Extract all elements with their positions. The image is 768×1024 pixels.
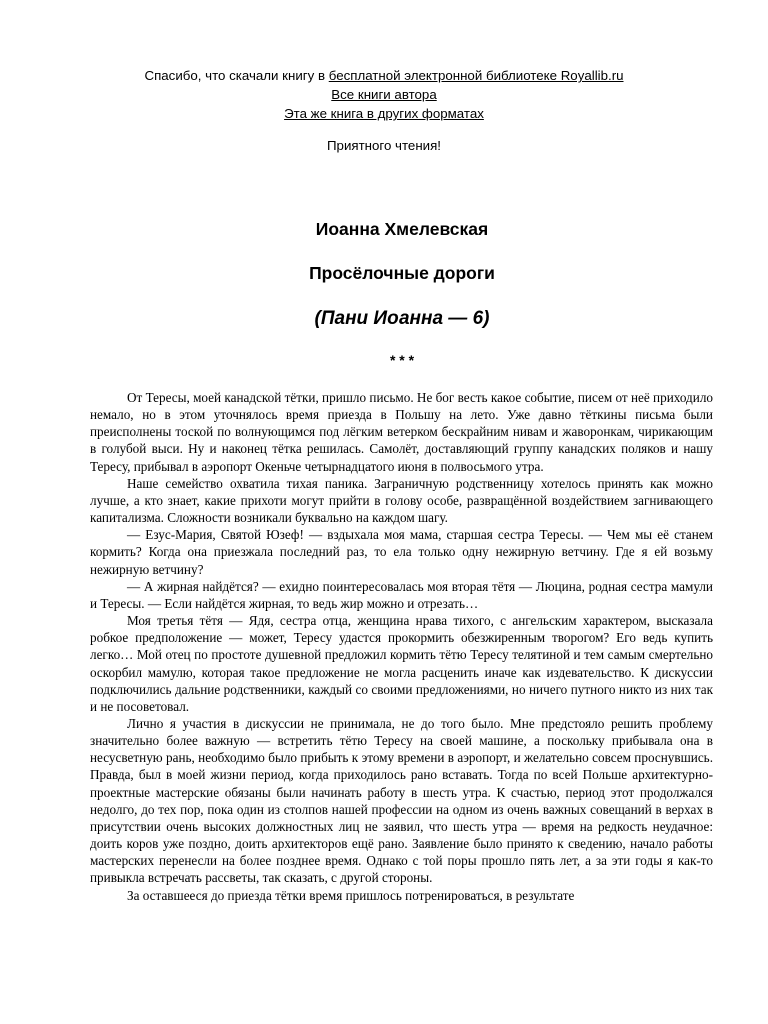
thanks-line xyxy=(0,66,768,85)
book-author: Иоанна Хмелевская xyxy=(315,219,489,239)
section-separator: * * * xyxy=(389,352,415,368)
library-link[interactable]: бесплатной электронной библиотеке Royallib.ru xyxy=(328,68,624,83)
thanks-text: Спасибо, что скачали книгу в xyxy=(144,68,329,83)
paragraph: — А жирная найдётся? — ехидно поинтересовалась моя вторая тётя — Люцина, родная сестра мамули и Тересы. — Если найдётся жирная, то ведь жир можно и отрезать… xyxy=(90,578,713,611)
chapter-text xyxy=(90,389,713,904)
paragraph: Лично я участия в дискуссии не принимала, не до того было. Мне предстояло решить проблему значительно более важную — встретить тётю Тересу на своей машине, а поскольку прибывала она в несусветную рань, необходимо было прибыть к этому времени в аэропорт, и желательно совсем проснувшись. Правда, был в моей жизни период, когда приходилось рано вставать. Тогда по всей Польше архитектурно-проектные мастерские обязаны были начинать работу в шесть утра. К счастью, период этот продолжался недолго, до тех пор, пока один из столпов нашей профессии на одном из очень важных совещаний в верхах в присутствии очень высоких должностных лиц не заявил, что шесть утра — время на редкость неудачное: доить коров уже поздно, доить архитекторов ещё рано. Заявление было принято к сведению, начало работы мастерских перенесли на более позднее время. Однако с той поры прошло пять лет, а за эти годы я как-то привыкла встречать рассветы, так сказать, с другой стороны. xyxy=(90,715,713,886)
book-title: Просёлочные дороги xyxy=(309,263,495,283)
book-series: (Пани Иоанна — 6) xyxy=(314,308,490,329)
paragraph: От Тересы, моей канадской тётки, пришло письмо. Не бог весть какое событие, писем от неё приходило немало, но в этом уточнялось время приезда в Польшу на лето. Уже давно тёткины письма были преисполнены тоской по волнующимся под лёгким ветерком бескрайним нивам и жаворонкам, чирикающим в голубой выси. Ну и наконец тётка решилась. Самолёт, доставляющий группу канадских поляков и нашу Тересу, прибывал в аэропорт Океньче четырнадцатого июня в полвосьмого утра. xyxy=(90,390,713,474)
greeting-text: Приятного чтения! xyxy=(327,138,441,153)
other-formats-link[interactable]: Эта же книга в других форматах xyxy=(284,106,484,121)
all-books-link[interactable]: Все книги автора xyxy=(331,87,437,102)
download-notice xyxy=(0,66,768,123)
paragraph: Наше семейство охватила тихая паника. Заграничную родственницу хотелось принять как можно лучше, а кто знает, какие прихоти могут прийти в голову особе, развращённой воздействием загнивающего капитализма. Сложности возникали буквально на каждом шагу. xyxy=(90,475,713,526)
paragraph: — Езус-Мария, Святой Юзеф! — вздыхала моя мама, старшая сестра Тересы. — Чем мы её станем кормить? Когда она приезжала последний раз, то ела только одну нежирную ветчину. Где я ей возьму нежирную ветчину? xyxy=(90,527,713,577)
paragraph: За оставшееся до приезда тётки время пришлось потренироваться, в результате xyxy=(127,887,575,903)
paragraph: Моя третья тётя — Ядя, сестра отца, женщина нрава тихого, с ангельским характером, высказала робкое предположение — может, Тересу удастся прокормить обезжиренным творогом? Его ведь купить легко… Мой отец по простоте душевной предложил кормить тётю Тересу телятиной и тем самым смертельно оскорбил мамулю, которая такое предложение не могла расценить иначе как издевательство. К дискуссии подключились дальние родственники, каждый со своими предложениями, но ничего путного никто из них так и не посоветовал. xyxy=(90,613,713,714)
